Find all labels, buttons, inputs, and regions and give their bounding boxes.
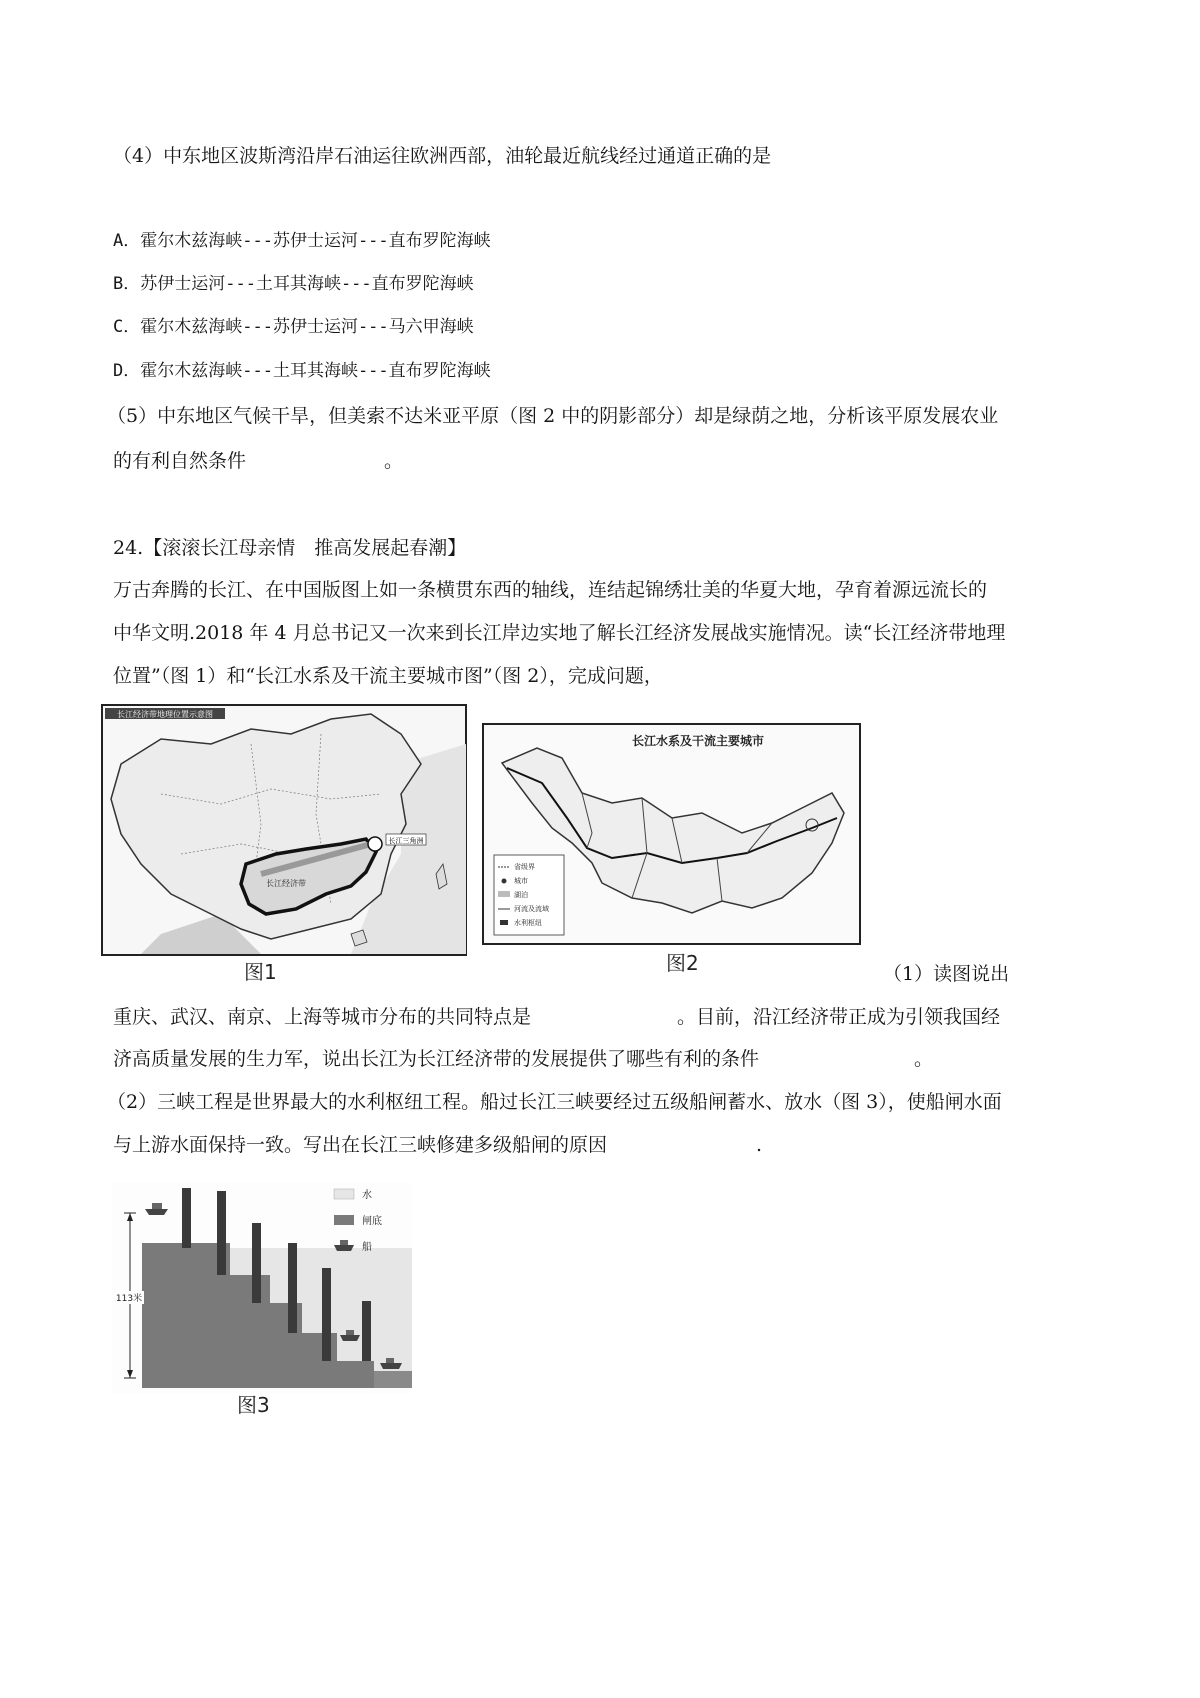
fig2-legend-1: 城市	[514, 877, 528, 885]
fig2-legend-3: 河流及流域	[514, 905, 549, 913]
figure-1-caption: 图1	[244, 960, 277, 984]
fig2-title: 长江水系及干流主要城市	[632, 734, 765, 748]
q24-sub1-line3-a: 济高质量发展的生力军，说出长江为长江经济带的发展提供了哪些有利的条件	[113, 1048, 760, 1070]
q24-sub1-line3-b: 。	[914, 1048, 934, 1070]
fig3-legend-floor: 闸底	[362, 1216, 382, 1227]
fig3-height-label: 113米	[115, 1294, 143, 1304]
figure-1-map	[101, 704, 467, 956]
q5-line1: （5）中东地区气候干旱，但美索不达米亚平原（图 2 中的阴影部分）却是绿荫之地，分析该平原发展农业	[107, 405, 999, 427]
figure-3-caption: 图3	[237, 1393, 270, 1417]
fig1-title: 长江经济带地理位置示意图	[117, 710, 213, 719]
q4-option-b: B．苏伊士运河---土耳其海峡---直布罗陀海峡	[113, 274, 474, 294]
fig2-legend-4: 水利枢纽	[514, 919, 542, 927]
figure-2-map	[482, 723, 861, 945]
fig2-legend-0: 省级界	[514, 863, 535, 871]
q4-stem: （4）中东地区波斯湾沿岸石油运往欧洲西部，油轮最近航线经过通道正确的是	[113, 145, 772, 167]
q24-intro-1: 万古奔腾的长江、在中国版图上如一条横贯东西的轴线，连结起锦绣壮美的华夏大地，孕育着源远流长的	[113, 579, 988, 601]
q5-line2-b: 。	[384, 450, 404, 472]
figure-2-caption: 图2	[666, 951, 699, 975]
q24-sub1-line2-a: 重庆、武汉、南京、上海等城市分布的共同特点是	[113, 1006, 532, 1028]
q24-sub2-line1: （2）三峡工程是世界最大的水利枢纽工程。船过长江三峡要经过五级船闸蓄水、放水（图 3），使船闸水面	[107, 1091, 1002, 1113]
q24-sub1-line2-b: 。目前，沿江经济带正成为引领我国经	[677, 1006, 1001, 1028]
q24-sub2-line2-b: .	[756, 1134, 763, 1156]
q24-intro-3: 位置”（图 1）和“长江水系及干流主要城市图”（图 2），完成问题，	[113, 665, 663, 687]
fig1-belt-label: 长江经济带	[266, 879, 306, 888]
q24-sub2-line2-a: 与上游水面保持一致。写出在长江三峡修建多级船闸的原因	[113, 1134, 608, 1156]
fig2-legend-2: 湖泊	[514, 891, 528, 899]
q24-sub1-lead: （1）读图说出	[883, 963, 1010, 985]
fig1-delta-label: 长江三角洲	[388, 837, 424, 845]
fig3-legend-ship: 船	[362, 1242, 372, 1253]
q24-intro-2: 中华文明.2018 年 4 月总书记又一次来到长江岸边实地了解长江经济发展战实施情况。读“长江经济带地理	[113, 622, 1006, 644]
q5-line2-a: 的有利自然条件	[113, 450, 247, 472]
q4-option-a: A．霍尔木兹海峡---苏伊士运河---直布罗陀海峡	[113, 231, 491, 251]
q4-option-d: D．霍尔木兹海峡---土耳其海峡---直布罗陀海峡	[113, 361, 491, 381]
q24-title: 24.【滚滚长江母亲情 推高发展起春潮】	[113, 537, 467, 559]
ship-lock-illustration	[112, 1183, 412, 1393]
china-map-illustration	[101, 704, 467, 956]
figure-3-diagram	[112, 1183, 412, 1393]
yangtze-river-map-illustration	[482, 723, 861, 945]
fig3-legend-water: 水	[362, 1190, 372, 1201]
q4-option-c: C．霍尔木兹海峡---苏伊士运河---马六甲海峡	[113, 317, 474, 337]
